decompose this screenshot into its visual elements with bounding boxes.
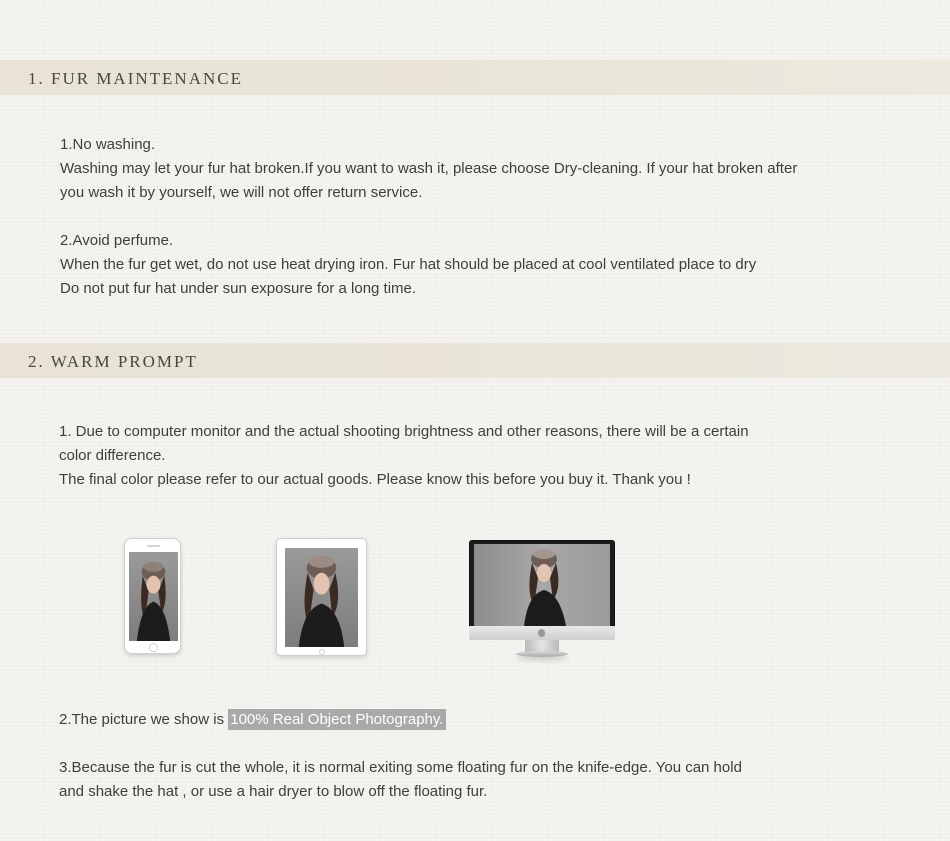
paragraph-line — [59, 708, 446, 732]
phone-icon — [124, 538, 181, 654]
paragraph-line: 2.Avoid perfume. — [60, 232, 174, 249]
paragraph-line: you wash it by yourself, we will not offer return service. — [60, 184, 423, 201]
phone-speaker — [147, 545, 160, 547]
paragraph-line: The final color please refer to our actual goods. Please know this before you buy it. Thank you ! — [59, 471, 691, 488]
paragraph-line: When the fur get wet, do not use heat drying iron. Fur hat should be placed at cool ventilated place to dry — [60, 256, 757, 273]
monitor-base — [516, 651, 568, 657]
paragraph-line: 1. Due to computer monitor and the actual shooting brightness and other reasons, there will be a certain — [59, 423, 749, 440]
monitor-chin — [469, 626, 615, 640]
section-header-fur-maintenance — [0, 60, 950, 95]
tablet-icon — [276, 538, 367, 656]
paragraph-line: and shake the hat , or use a hair dryer to blow off the floating fur. — [59, 783, 488, 800]
paragraph-line: color difference. — [59, 447, 166, 464]
paragraph-line: Washing may let your fur hat broken.If you want to wash it, please choose Dry-cleaning. If your hat broken after — [60, 160, 798, 177]
paragraph-line: Do not put fur hat under sun exposure for a long time. — [60, 280, 417, 297]
model-photo — [285, 548, 358, 647]
monitor-icon — [469, 540, 615, 640]
section-title: 1. FUR MAINTENANCE — [28, 69, 243, 88]
tablet-home-button — [319, 649, 325, 655]
paragraph-line: 1.No washing. — [60, 136, 156, 153]
model-photo — [129, 552, 178, 641]
phone-home-button — [149, 643, 158, 652]
real-photo-intro: 2.The picture we show is — [59, 711, 229, 728]
real-photo-highlight: 100% Real Object Photography. — [228, 709, 446, 730]
paragraph-line: 3.Because the fur is cut the whole, it is normal exiting some floating fur on the knife-edge. You can hold — [59, 759, 742, 776]
section-header-warm-prompt — [0, 343, 950, 378]
model-photo — [474, 544, 610, 626]
apple-logo-icon — [538, 629, 545, 637]
section-title: 2. WARM PROMPT — [28, 352, 198, 371]
